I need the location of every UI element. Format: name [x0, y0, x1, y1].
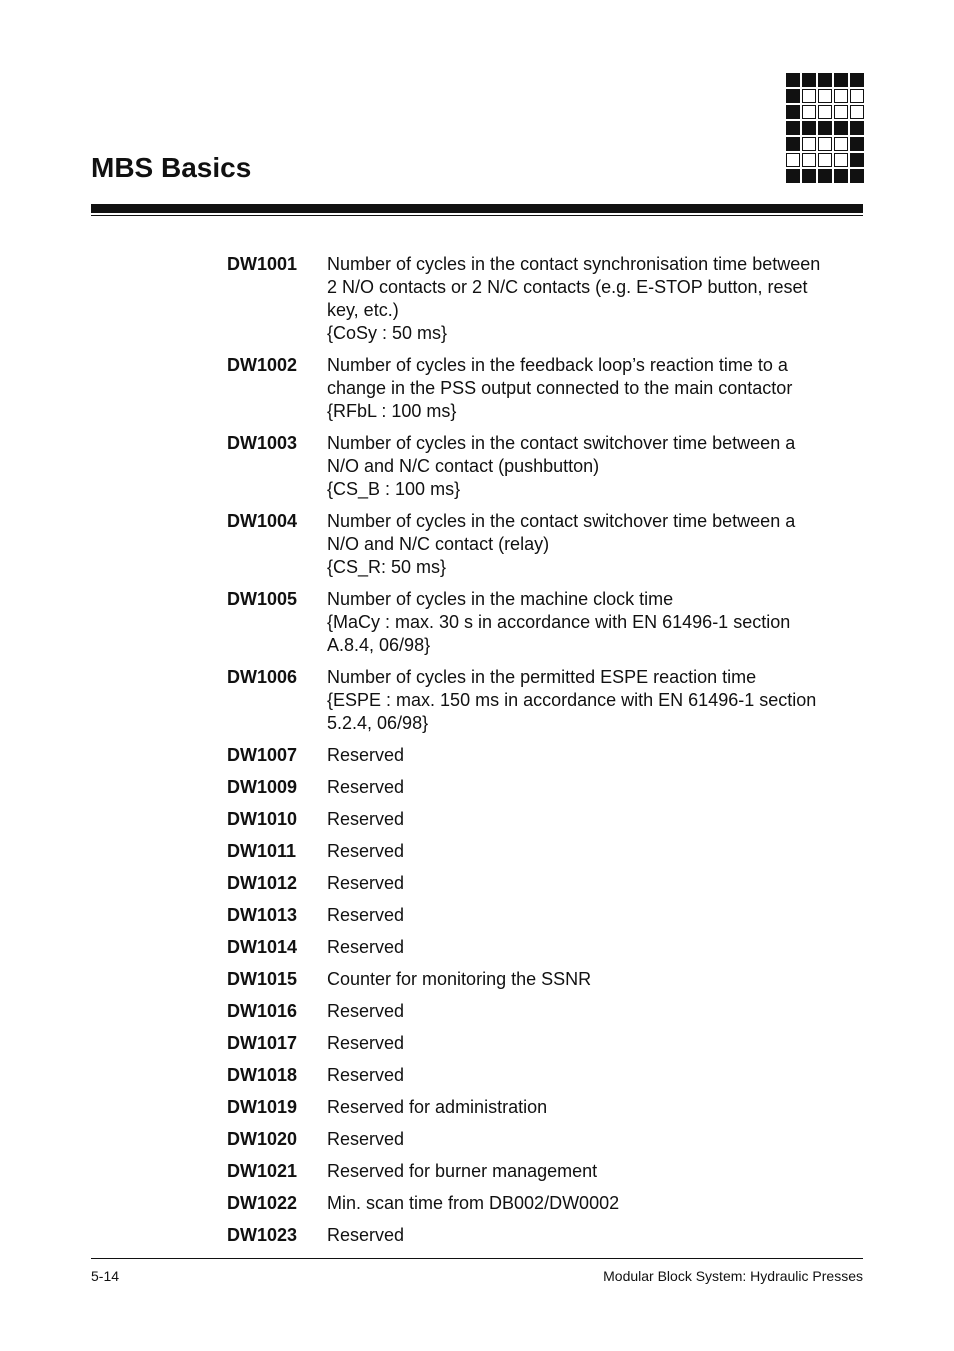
list-item	[227, 1064, 863, 1087]
description-line: Number of cycles in the contact switchover time between a	[327, 511, 796, 531]
data-word-description	[327, 1096, 863, 1119]
description-line: Counter for monitoring the SSNR	[327, 969, 592, 989]
data-word-code: DW1002	[227, 355, 298, 375]
data-word-description	[327, 904, 863, 927]
logo-cell	[818, 137, 832, 151]
description-line: Reserved for administration	[327, 1097, 548, 1117]
logo-cell	[802, 137, 816, 151]
data-word-description	[327, 588, 863, 657]
logo-cell	[818, 169, 832, 183]
page-number: 5-14	[91, 1268, 120, 1284]
data-word-code: DW1018	[227, 1065, 298, 1085]
data-word-description	[327, 744, 863, 767]
list-item	[227, 588, 863, 657]
list-item	[227, 904, 863, 927]
list-item	[227, 1096, 863, 1119]
logo-cell	[818, 153, 832, 167]
data-word-code: DW1023	[227, 1225, 298, 1245]
logo-cell	[850, 121, 864, 135]
list-item	[227, 1224, 863, 1247]
data-word-code: DW1007	[227, 745, 298, 765]
list-item	[227, 968, 863, 991]
description-line: {CoSy : 50 ms}	[327, 323, 448, 343]
footer-rule	[91, 1258, 863, 1259]
description-line: Reserved	[327, 809, 405, 829]
description-line: Number of cycles in the machine clock time	[327, 589, 674, 609]
logo-cell	[818, 73, 832, 87]
logo-cell	[802, 89, 816, 103]
logo-cell	[786, 105, 800, 119]
data-word-description	[327, 510, 863, 579]
list-item	[227, 936, 863, 959]
logo-cell	[850, 89, 864, 103]
logo-cell	[786, 137, 800, 151]
description-line: 2 N/O contacts or 2 N/C contacts (e.g. E-STOP button, reset	[327, 277, 808, 297]
description-line: {CS_R: 50 ms}	[327, 557, 447, 577]
list-item	[227, 1128, 863, 1151]
logo-cell	[834, 73, 848, 87]
list-item	[227, 744, 863, 767]
data-word-code: DW1019	[227, 1097, 298, 1117]
description-line: Reserved	[327, 873, 405, 893]
data-word-description	[327, 1032, 863, 1055]
data-word-code: DW1011	[227, 841, 297, 861]
logo-cell	[818, 89, 832, 103]
description-line: Number of cycles in the permitted ESPE reaction time	[327, 667, 757, 687]
description-line: {RFbL : 100 ms}	[327, 401, 457, 421]
data-word-code: DW1012	[227, 873, 298, 893]
description-line: N/O and N/C contact (relay)	[327, 534, 550, 554]
logo-cell	[850, 105, 864, 119]
description-line: Number of cycles in the contact synchronisation time between	[327, 254, 821, 274]
logo-cell	[834, 121, 848, 135]
data-word-description	[327, 808, 863, 831]
description-line: key, etc.)	[327, 300, 399, 320]
data-word-description	[327, 1192, 863, 1215]
description-line: Number of cycles in the contact switchover time between a	[327, 433, 796, 453]
description-line: 5.2.4, 06/98}	[327, 713, 429, 733]
data-word-description	[327, 666, 863, 735]
description-line: Reserved	[327, 841, 405, 861]
list-item	[227, 510, 863, 579]
data-word-description	[327, 432, 863, 501]
logo-cell	[818, 121, 832, 135]
data-word-code: DW1022	[227, 1193, 298, 1213]
data-word-code: DW1003	[227, 433, 298, 453]
data-word-code: DW1005	[227, 589, 298, 609]
logo-cell	[834, 89, 848, 103]
list-item	[227, 1000, 863, 1023]
header-rule-thick	[91, 204, 863, 213]
data-word-code: DW1010	[227, 809, 298, 829]
logo-cell	[850, 169, 864, 183]
data-word-code: DW1004	[227, 511, 298, 531]
logo-cell	[850, 73, 864, 87]
description-line: A.8.4, 06/98}	[327, 635, 431, 655]
data-word-code: DW1001	[227, 254, 298, 274]
list-item	[227, 432, 863, 501]
description-line: Reserved	[327, 1033, 405, 1053]
data-word-description	[327, 1064, 863, 1087]
list-item	[227, 840, 863, 863]
data-word-list	[227, 253, 863, 1256]
logo-cell	[850, 153, 864, 167]
data-word-code: DW1016	[227, 1001, 298, 1021]
description-line: Reserved	[327, 777, 405, 797]
list-item	[227, 253, 863, 345]
description-line: Reserved	[327, 1129, 405, 1149]
logo-cell	[786, 89, 800, 103]
logo-cell	[834, 169, 848, 183]
data-word-description	[327, 968, 863, 991]
description-line: {CS_B : 100 ms}	[327, 479, 461, 499]
description-line: Reserved for burner management	[327, 1161, 598, 1181]
document-title: Modular Block System: Hydraulic Presses	[603, 1268, 863, 1284]
data-word-code: DW1021	[227, 1161, 298, 1181]
description-line: Reserved	[327, 1001, 405, 1021]
list-item	[227, 776, 863, 799]
page-title: MBS Basics	[91, 152, 252, 183]
logo-cell	[802, 105, 816, 119]
logo-cell	[802, 121, 816, 135]
list-item	[227, 1160, 863, 1183]
logo-cell	[786, 153, 800, 167]
data-word-description	[327, 1000, 863, 1023]
data-word-description	[327, 1224, 863, 1247]
list-item	[227, 1192, 863, 1215]
data-word-code: DW1017	[227, 1033, 298, 1053]
data-word-description	[327, 1160, 863, 1183]
data-word-code: DW1014	[227, 937, 298, 957]
data-word-code: DW1015	[227, 969, 298, 989]
logo-cell	[786, 121, 800, 135]
description-line: Reserved	[327, 1225, 405, 1245]
logo-cell	[786, 169, 800, 183]
logo-cell	[834, 137, 848, 151]
data-word-code: DW1013	[227, 905, 298, 925]
description-line: Reserved	[327, 937, 405, 957]
description-line: Reserved	[327, 905, 405, 925]
description-line: Reserved	[327, 1065, 405, 1085]
logo-cell	[850, 137, 864, 151]
data-word-description	[327, 936, 863, 959]
description-line: {MaCy : max. 30 s in accordance with EN 61496-1 section	[327, 612, 791, 632]
data-word-description	[327, 776, 863, 799]
list-item	[227, 808, 863, 831]
data-word-description	[327, 1128, 863, 1151]
data-word-description	[327, 872, 863, 895]
list-item	[227, 1032, 863, 1055]
logo-cell	[818, 105, 832, 119]
data-word-code: DW1020	[227, 1129, 298, 1149]
logo-cell	[834, 105, 848, 119]
description-line: Number of cycles in the feedback loop’s reaction time to a	[327, 355, 788, 375]
data-word-code: DW1006	[227, 667, 298, 687]
logo-cell	[786, 73, 800, 87]
data-word-description	[327, 354, 863, 423]
description-line: Reserved	[327, 745, 405, 765]
data-word-description	[327, 840, 863, 863]
logo-cell	[802, 153, 816, 167]
logo-cell	[802, 169, 816, 183]
list-item	[227, 354, 863, 423]
header-rule-thin	[91, 215, 863, 216]
description-line: change in the PSS output connected to the main contactor	[327, 378, 793, 398]
description-line: Min. scan time from DB002/DW0002	[327, 1193, 620, 1213]
description-line: N/O and N/C contact (pushbutton)	[327, 456, 600, 476]
logo-cell	[834, 153, 848, 167]
data-word-code: DW1009	[227, 777, 298, 797]
data-word-description	[327, 253, 863, 345]
list-item	[227, 666, 863, 735]
description-line: {ESPE : max. 150 ms in accordance with EN 61496-1 section	[327, 690, 817, 710]
logo-grid-icon	[786, 73, 864, 183]
list-item	[227, 872, 863, 895]
logo-cell	[802, 73, 816, 87]
